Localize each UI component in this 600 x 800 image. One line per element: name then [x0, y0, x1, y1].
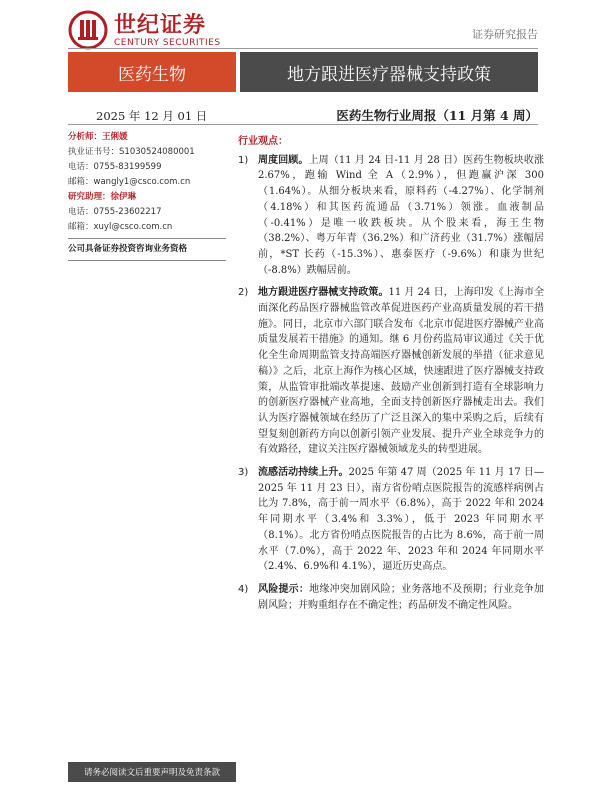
item-body: [258, 465, 544, 575]
email-line: [68, 175, 228, 190]
cert-line: [68, 145, 228, 160]
logo-chinese-name: 世纪证券: [114, 13, 207, 38]
sidebar-divider-bottom: [68, 260, 226, 261]
analyst-line: [68, 130, 228, 145]
item-text: 地缘冲突加剧风险；业务落地不及预期；行业竞争加剧风险；并购重组存在不确定性；药品研发不确定性风险。: [258, 583, 545, 611]
item-body: [258, 153, 544, 279]
century-securities-logo-icon: [68, 10, 108, 50]
title-divider: [68, 124, 538, 125]
assistant-line: [68, 190, 228, 205]
email-label: 邮箱：: [68, 177, 94, 187]
view-item: [238, 582, 544, 613]
item-lead: 风险提示：: [258, 583, 310, 595]
phone2-line: [68, 205, 228, 220]
phone-line: [68, 160, 228, 175]
item-number: 3): [238, 467, 249, 479]
item-number: 4): [238, 583, 249, 595]
assistant-name: 徐伊琳: [110, 192, 137, 202]
analyst-sidebar: [68, 130, 228, 264]
analyst-label: 分析师：: [68, 132, 103, 142]
item-body: [258, 582, 544, 613]
phone-number: 0755-83199599: [93, 162, 162, 172]
headline-banner: 地方跟进医疗器械支持政策: [240, 52, 538, 92]
logo-english-name: CENTURY SECURITIES: [114, 38, 221, 48]
sidebar-divider: [68, 238, 226, 239]
cert-number: S1030524080001: [119, 147, 195, 157]
cert-label: 执业证书号：: [68, 147, 120, 157]
email-address[interactable]: wangly1@csco.com.cn: [93, 177, 191, 187]
report-title: 医药生物行业周报（11 月第 4 周）: [336, 108, 538, 123]
phone-label: 电话：: [68, 162, 94, 172]
analyst-name: 王俐媛: [102, 132, 128, 142]
email2-address[interactable]: xuyl@csco.com.cn: [93, 222, 173, 232]
view-item: [238, 285, 544, 458]
qualification-statement: 公司具备证券投资咨询业务资格: [68, 244, 188, 254]
phone2-number: 0755-23602217: [93, 207, 162, 217]
item-lead: 流感活动持续上升。: [258, 467, 349, 479]
item-number: 2): [238, 287, 249, 299]
phone2-label: 电话：: [68, 207, 94, 217]
report-type-label: 证券研究报告: [472, 28, 538, 41]
item-text: 11 月 24 日，上海印发《上海市全面深化药品医疗器械监管改革促进医药产业高质量发展的若干措施》。同日，北京市六部门联合发布《北京市促进医疗器械产业高质量发展若干措施》的通知。继 6 月份药监局审议通过《关于优化全生命周期监管支持高端医疗器械创新发展的举措（征求意见稿）》之后，北京上海作为核心区域，快速跟进了医疗器械支持政策，从监管审批端改革提速、鼓励产业创新到打造有全球影响力的创新医疗器械产业高地，全面支持创新医疗器械走出去。我们认为医疗器械领域在经历了广泛且深入的集中采购之后，后续有望复刻创新药方向以创新引领产业发展、提升产业全球竞争力的有效路径，建议关注医疗器械领域龙头的转型进展。: [258, 287, 544, 456]
email2-line: [68, 220, 228, 235]
sector-banner: 医药生物: [68, 52, 236, 92]
item-lead: 周度回顾。: [258, 154, 309, 166]
assistant-label: 研究助理：: [68, 192, 111, 202]
email2-label: 邮箱：: [68, 222, 94, 232]
item-body: [258, 285, 544, 458]
industry-views: [238, 134, 544, 620]
item-lead: 地方跟进医疗器械支持政策。: [258, 287, 389, 299]
header-divider: [68, 48, 538, 49]
item-text: 2025 年第 47 周（2025 年 11 月 17 日—2025 年 11 月 23 日），南方省份哨点医院报告的流感样病例占比为 7.8%，高于前一周水平（6.8%），高于 2022 年和 2024 年同期水平（3.4%和 3.3%），低于 2023 年同期水平（8.1%）。北方省份哨点医院报告的占比为 8.6%，高于前一周水平（7.0%），高于 2022 年、2023 年和 2024 年同期水平（2.4%、6.9%和 4.1%），逼近历史高点。: [258, 467, 544, 573]
section-title: 行业观点：: [238, 136, 288, 147]
view-item: [238, 153, 544, 279]
view-item: [238, 465, 544, 575]
report-date: 2025 年 12 月 01 日: [96, 109, 208, 123]
item-text: 上周（11 月 24 日-11 月 28 日）医药生物板块收涨 2.67%，跑输 Wind 全 A（2.9%），但跑赢沪深 300（1.64%）。从细分板块来看，原料药（-4.27%）、化学制剂（4.18%）和其医药流通品（3.71%）领涨。血液制品（-0.41%）是唯一收跌板块。从个股来看，海王生物（38.2%）、粤万年青（36.2%）和广济药业（31.7%）涨幅居前，*ST 长药（-15.3%）、惠泰医疗（-9.6%）和康为世纪（-8.8%）跌幅居前。: [258, 154, 544, 276]
footer-notice: 请务必阅读文后重要声明及免责条款: [68, 762, 236, 782]
item-number: 1): [238, 154, 249, 166]
